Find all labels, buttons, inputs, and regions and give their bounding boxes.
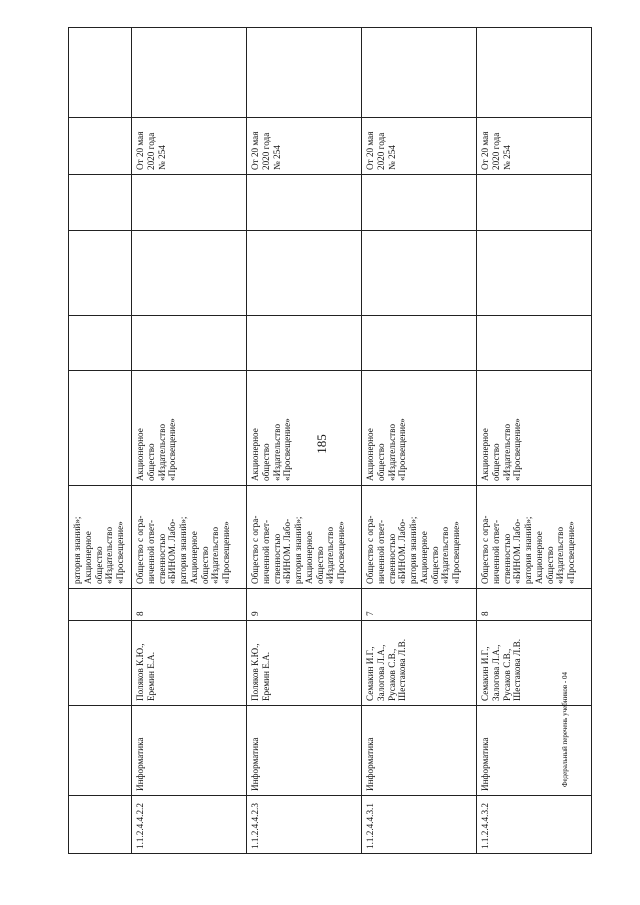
textbook-table <box>68 27 592 854</box>
order-cell: От 20 мая 2020 года № 254 <box>362 118 477 175</box>
authors-cell: Поляков К.Ю., Еремин Е.А. <box>247 621 362 706</box>
org-cell: Акционерное общество «Издательство «Просвещение» <box>132 371 247 486</box>
table-row <box>132 28 247 854</box>
authors-cell: Семакин И.Г., Залогова Л.А., Русаков С.В., Шестакова Л.В. <box>362 621 477 706</box>
authors-cell: Семакин И.Г., Залогова Л.А., Русаков С.В., Шестакова Л.В. <box>477 621 592 706</box>
grade-cell: 9 <box>247 589 362 621</box>
code-cell: 1.1.2.4.4.3.2 <box>477 796 592 854</box>
table-row-continued <box>69 28 132 854</box>
subject-cell: Информатика <box>477 706 592 796</box>
subject-cell: Информатика <box>247 706 362 796</box>
code-cell: 1.1.2.4.4.3.1 <box>362 796 477 854</box>
publisher-text: раторня знаний»; Акционерное общество «Издательство «Просвещение» <box>72 516 126 584</box>
publisher-cell: Общество с огра- ниченной ответ- ственностью «БИНОМ. Лабо- ратория знаний»; Акционерное общество «Издательство «Просвещение» <box>362 486 477 589</box>
publisher-cell: Общество с огра- ниченной ответ- ственностью «БИНОМ. Лабо- ратория знаний»; Акционерное общество «Издательство «Просвещение» <box>477 486 592 589</box>
page-number: 185 <box>314 434 329 454</box>
grade-cell: 7 <box>362 589 477 621</box>
footer-text: Федеральный перечень учебников - 04 <box>561 672 569 787</box>
authors-cell: Поляков К.Ю., Еремин Е.А. <box>132 621 247 706</box>
org-cell: Акционерное общество «Издательство «Просвещение» <box>477 371 592 486</box>
code-cell: 1.1.2.4.4.2.3 <box>247 796 362 854</box>
textbook-table-region <box>68 28 577 854</box>
publisher-cell: Общество с огра- ниченной ответ- ственностью «БИНОМ. Лабо- ратория знаний»; Акционерное общество «Издательство «Просвещение» <box>132 486 247 589</box>
org-cell: Акционерное общество «Издательство «Просвещение» <box>247 371 362 486</box>
table-row <box>477 28 592 854</box>
publisher-cell <box>69 486 132 589</box>
org-cell: Акционерное общество «Издательство «Просвещение» <box>362 371 477 486</box>
table-row <box>247 28 362 854</box>
grade-cell: 8 <box>132 589 247 621</box>
subject-cell: Информатика <box>362 706 477 796</box>
publisher-cell: Общество с огра- ниченной ответ- ственностью «БИНОМ. Лабо- ратория знаний»; Акционерное общество «Издательство «Просвещение» <box>247 486 362 589</box>
order-cell: От 20 мая 2020 года № 254 <box>477 118 592 175</box>
order-cell: От 20 мая 2020 года № 254 <box>247 118 362 175</box>
order-cell: От 20 мая 2020 года № 254 <box>132 118 247 175</box>
grade-cell: 8 <box>477 589 592 621</box>
subject-cell: Информатика <box>132 706 247 796</box>
table-row <box>362 28 477 854</box>
code-cell: 1.1.2.4.4.2.2 <box>132 796 247 854</box>
